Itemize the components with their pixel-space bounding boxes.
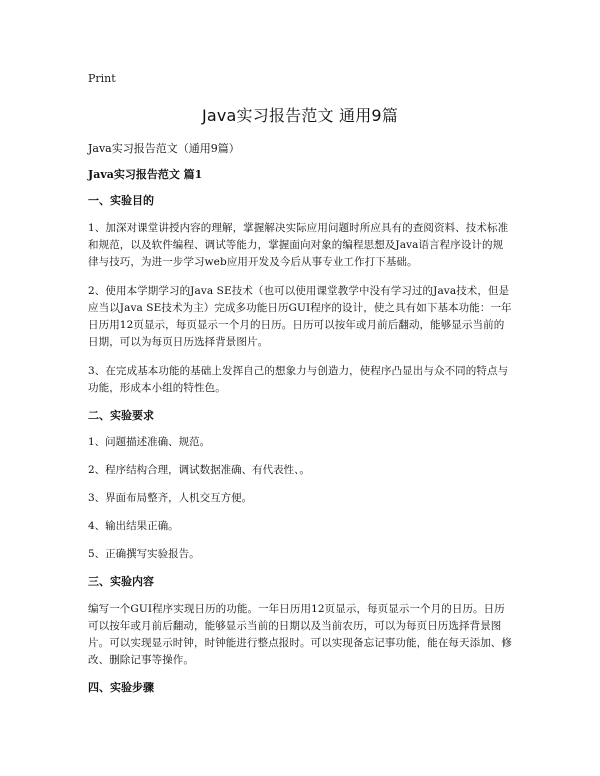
- document-title: Java实习报告范文 通用9篇: [201, 106, 399, 125]
- steps-heading: 四、实验步骤: [88, 681, 154, 694]
- purpose-item-1: 1、加深对课堂讲授内容的理解，掌握解决实际应用问题时所应具有的查阅资料、技术标准和规范，以及软件编程、调试等能力，掌握面向对象的编程思想及Java语言程序设计的规律与技巧，为进一步学习web应用开发及今后从事专业工作打下基础。: [88, 222, 509, 268]
- content-paragraph: 编写一个GUI程序实现日历的功能。一年日历用12页显示，每页显示一个月的日历。日历可以按年或月前后翻动，能够显示当前的日期以及当前农历，可以为每页日历选择背景图片。可以实现显示时钟，时钟能进行整点报时。可以实现备忘记事功能，能在每天添加、修改、删除记事等操作。: [88, 603, 512, 666]
- requirement-item-4: 4、输出结果正确。: [88, 520, 179, 532]
- requirement-item-2: 2、程序结构合理，调试数据准确、有代表性、。: [88, 464, 310, 476]
- document-subtitle: Java实习报告范文（通用9篇）: [88, 142, 240, 155]
- purpose-item-3: 3、在完成基本功能的基础上发挥自己的想象力与创造力，使程序凸显出与众不同的特点与功能，形成本小组的特性色。: [88, 365, 509, 394]
- requirements-heading: 二、实验要求: [88, 409, 154, 422]
- article-heading: Java实习报告范文 篇1: [88, 168, 203, 181]
- purpose-heading: 一、实验目的: [88, 194, 154, 207]
- requirement-item-3: 3、界面布局整齐，人机交互方便。: [88, 492, 253, 504]
- content-heading: 三、实验内容: [88, 575, 154, 588]
- print-label: Print: [88, 72, 116, 85]
- requirement-item-5: 5、正确撰写实验报告。: [88, 548, 200, 560]
- purpose-item-2: 2、使用本学期学习的Java SE技术（也可以使用课堂教学中没有学习过的Java技术，但是应当以Java SE技术为主）完成多功能日历GUI程序的设计，使之具有如下基本功能：一年日历用12页显示，每页显示一个月的日历。日历可以按年或月前后翻动，能够显示当前的日期，可以为每页日历选择背景图片。: [88, 285, 512, 348]
- requirement-item-1: 1、问题描述准确、规范。: [88, 436, 211, 448]
